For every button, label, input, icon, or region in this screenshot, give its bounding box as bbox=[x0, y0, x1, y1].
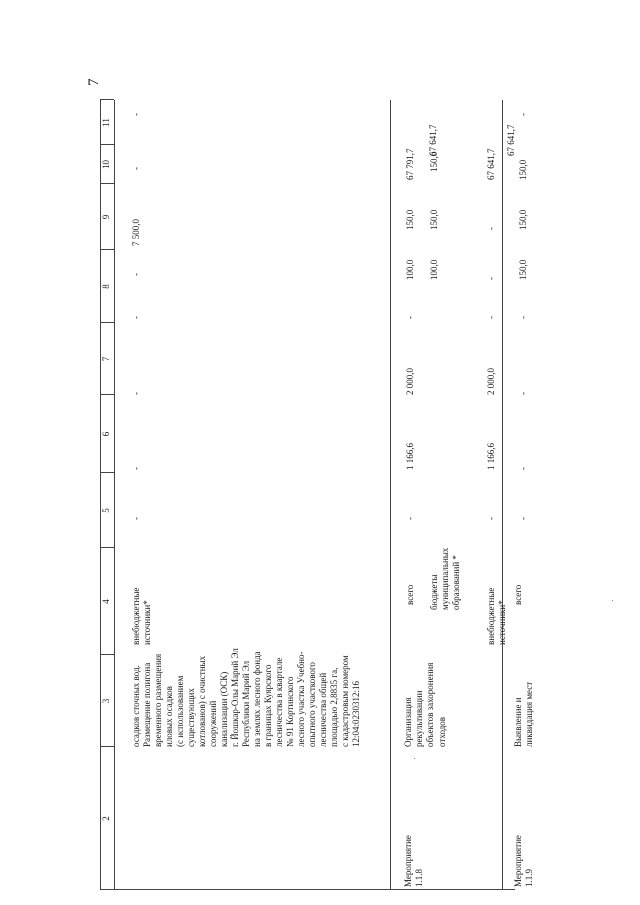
table-cell: 150,0 bbox=[429, 151, 439, 172]
funding-source: внебюджетные источники* bbox=[486, 587, 508, 645]
table-cell: - bbox=[131, 273, 141, 276]
table-cell: - bbox=[131, 113, 141, 116]
table-cell: - bbox=[131, 392, 141, 395]
page-number: 7 bbox=[86, 78, 102, 86]
row-code: Мероприятие 1.1.9 bbox=[513, 835, 535, 887]
description-line: существующих bbox=[186, 688, 196, 747]
funding-source: внебюджетные источники* bbox=[131, 587, 153, 645]
table-cell: - bbox=[405, 517, 415, 520]
table-cell: - bbox=[405, 316, 415, 319]
table-cell: 150,0 bbox=[518, 259, 528, 280]
column-header: 5 bbox=[101, 508, 111, 513]
table-cell: - bbox=[518, 517, 528, 520]
description-line: котлованов) с очистных bbox=[197, 655, 207, 747]
description-line: с кадастровым номером bbox=[340, 655, 350, 747]
description-line: временного размещения bbox=[153, 653, 163, 747]
column-header: 2 bbox=[101, 816, 111, 821]
table-cell: - bbox=[518, 467, 528, 470]
table-cell: - bbox=[131, 316, 141, 319]
description-line: опытного участкового bbox=[307, 662, 317, 747]
description-line: канализации (ОСК) bbox=[219, 671, 229, 747]
table-cell: 67 641,7 bbox=[486, 148, 496, 180]
table-cell: - bbox=[486, 316, 496, 319]
table-cell: 150,0 bbox=[405, 209, 415, 230]
funding-source: бюджеты муниципальных образований * bbox=[429, 547, 462, 610]
description-line: № 91 Кортинского bbox=[285, 676, 295, 747]
column-header: 7 bbox=[101, 356, 111, 362]
funding-source: всего bbox=[513, 584, 523, 605]
table-cell: 150,0 bbox=[518, 159, 528, 180]
column-header: 11 bbox=[101, 118, 111, 127]
table-cell: 67 641,7 bbox=[428, 124, 438, 156]
column-header: 6 bbox=[101, 431, 111, 437]
description-line: г. Йошкар-Олы Марий Эл bbox=[230, 648, 240, 747]
description-line: (с использованием bbox=[175, 675, 185, 747]
table-cell: - bbox=[131, 517, 141, 520]
table-cell: - bbox=[518, 392, 528, 395]
table-cell: - bbox=[131, 467, 141, 470]
scan-speck bbox=[612, 600, 613, 601]
table-cell: 150,0 bbox=[518, 209, 528, 230]
table-cell: 67 791,7 bbox=[405, 148, 415, 180]
table-cell: 7 500,0 bbox=[131, 219, 141, 246]
description-line: Размещение полигона bbox=[142, 662, 152, 747]
description-line: в границах Куярского bbox=[263, 664, 273, 747]
table-cell: - bbox=[486, 227, 496, 230]
column-header: 3 bbox=[101, 698, 111, 704]
table-cell: - bbox=[486, 517, 496, 520]
row-description: Организация рекультивации объектов захоронения отходов bbox=[403, 662, 447, 747]
table-cell: - bbox=[518, 113, 528, 116]
scan-speck bbox=[414, 758, 415, 759]
column-header: 9 bbox=[101, 214, 111, 220]
description-line: лесного участка Учебно- bbox=[296, 651, 306, 747]
description-line: Республики Марий Эл bbox=[241, 660, 251, 747]
row-119-values bbox=[518, 100, 538, 890]
budget-table-continued bbox=[100, 100, 515, 890]
description-line: на землях лесного фонда bbox=[252, 651, 262, 747]
row-description: Выявление и ликвидация мест bbox=[513, 681, 535, 747]
table-cell: - bbox=[131, 167, 141, 170]
table-cell: 150,0 bbox=[429, 209, 439, 230]
row-code: Мероприятие 1.1.8 bbox=[403, 835, 425, 887]
column-header: 8 bbox=[101, 284, 111, 289]
table-cell: 100,0 bbox=[405, 259, 415, 280]
description-line: осадков сточных вод. bbox=[131, 665, 141, 747]
table-cell: - bbox=[486, 277, 496, 280]
table-cell: 100,0 bbox=[429, 259, 439, 280]
table-cell: - bbox=[518, 316, 528, 319]
funding-source: всего bbox=[405, 584, 415, 605]
table-cell: 1 166,6 bbox=[405, 443, 415, 470]
description-line: иловых осадков bbox=[164, 686, 174, 747]
table-cell: 2 000,0 bbox=[405, 368, 415, 395]
description-line: сооружений bbox=[208, 700, 218, 747]
column-header: 10 bbox=[101, 160, 111, 169]
description-line: лесничества в квартале bbox=[274, 657, 284, 747]
table-cell: 2 000,0 bbox=[486, 368, 496, 395]
column-header: 4 bbox=[101, 599, 111, 604]
description-line: лесничества общей bbox=[318, 672, 328, 747]
description-line: 12:04:0230312:16 bbox=[351, 680, 361, 747]
description-line: площадью 2,8835 га, bbox=[329, 667, 339, 747]
table-cell: 1 166,6 bbox=[486, 443, 496, 470]
table-cell: 67 641,7 bbox=[506, 124, 516, 156]
